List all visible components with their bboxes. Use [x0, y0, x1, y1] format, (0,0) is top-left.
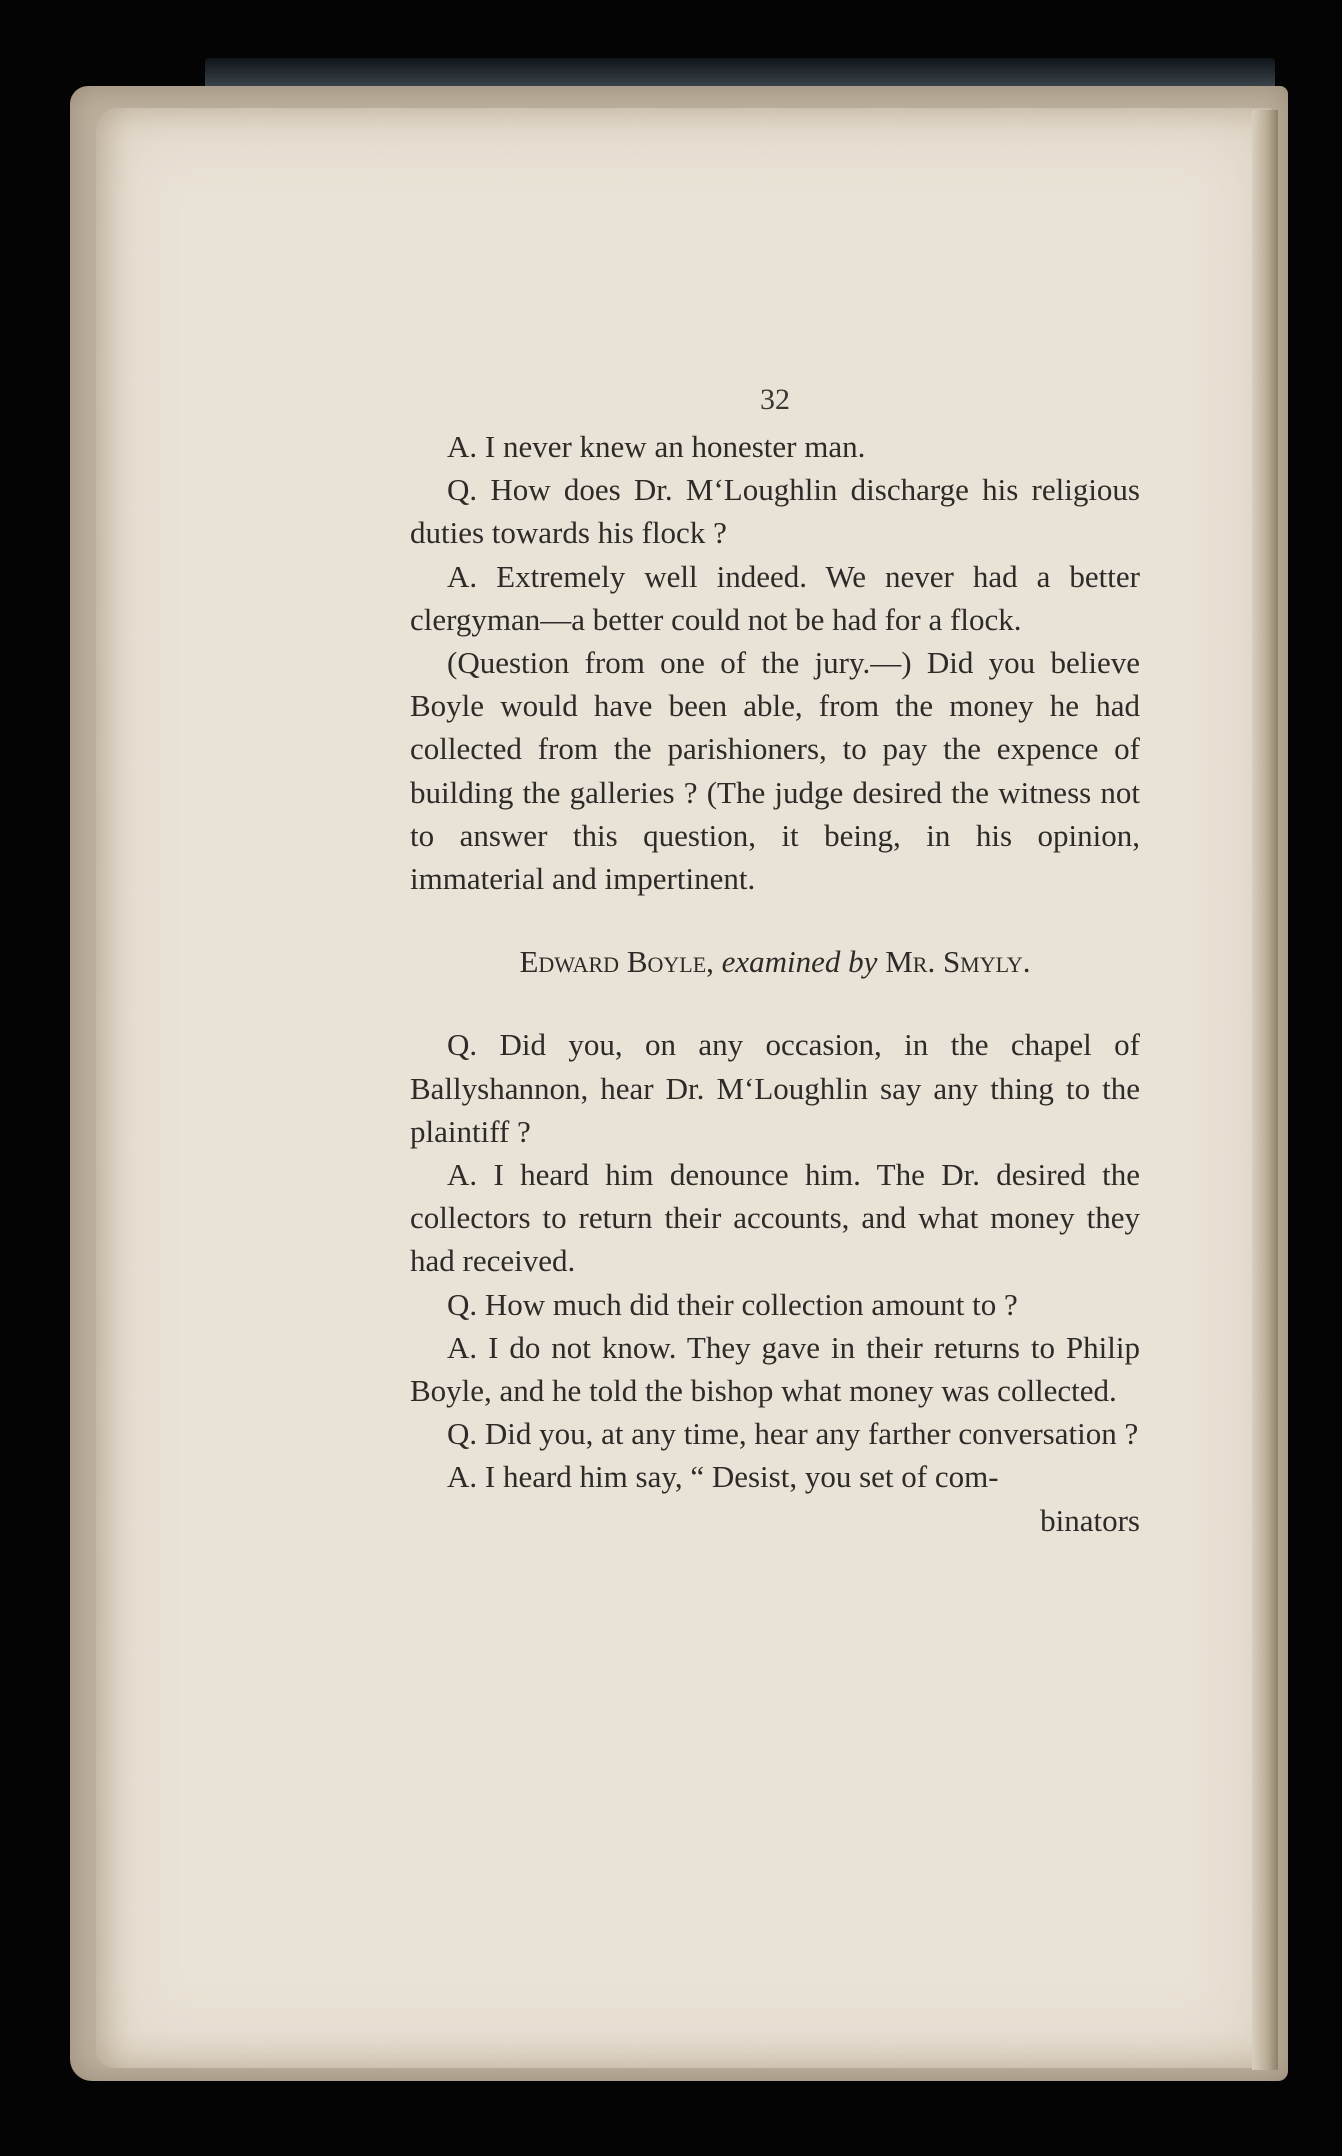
witness-heading	[410, 940, 1140, 983]
paragraph: A. I heard him denounce him. The Dr. desired the collectors to return their accounts, and what money they had received.	[410, 1157, 1140, 1279]
examiner-name: Mr. Smyly.	[885, 944, 1031, 980]
page-number: 32	[760, 383, 790, 416]
paragraph: A. I never knew an honester man.	[447, 429, 866, 464]
paragraph: (Question from one of the jury.—) Did you believe Boyle would have been able, from the money he had collected from the parishioners, to pay the expence of building the galleries ? (The judge desired the witness not to answer this question, it being, in his opinion, immaterial and impertinent.	[410, 645, 1140, 897]
catchword: binators	[1040, 1502, 1140, 1538]
paragraph: A. I heard him say, “ Desist, you set of com-	[447, 1459, 999, 1495]
paragraph: A. Extremely well indeed. We never had a better clergyman—a better could not be had for a flock.	[410, 558, 1140, 637]
examined-by-text: examined by	[721, 944, 878, 980]
paragraph: Q. How does Dr. M‘Loughlin discharge his religious duties towards his flock ?	[410, 472, 1140, 551]
paragraph: A. I do not know. They gave in their returns to Philip Boyle, and he told the bishop what money was collected.	[410, 1329, 1140, 1409]
paragraph: Q. How much did their collection amount to ?	[447, 1286, 1018, 1322]
paragraph: Q. Did you, at any time, hear any farther conversation ?	[447, 1416, 1139, 1452]
paragraph: Q. Did you, on any occasion, in the chapel of Ballyshannon, hear Dr. M‘Loughlin say any thing to the plaintiff ?	[410, 1027, 1140, 1149]
page-text	[410, 375, 1140, 1542]
page-edge	[1252, 110, 1278, 2070]
witness-name: Edward Boyle,	[519, 944, 714, 980]
